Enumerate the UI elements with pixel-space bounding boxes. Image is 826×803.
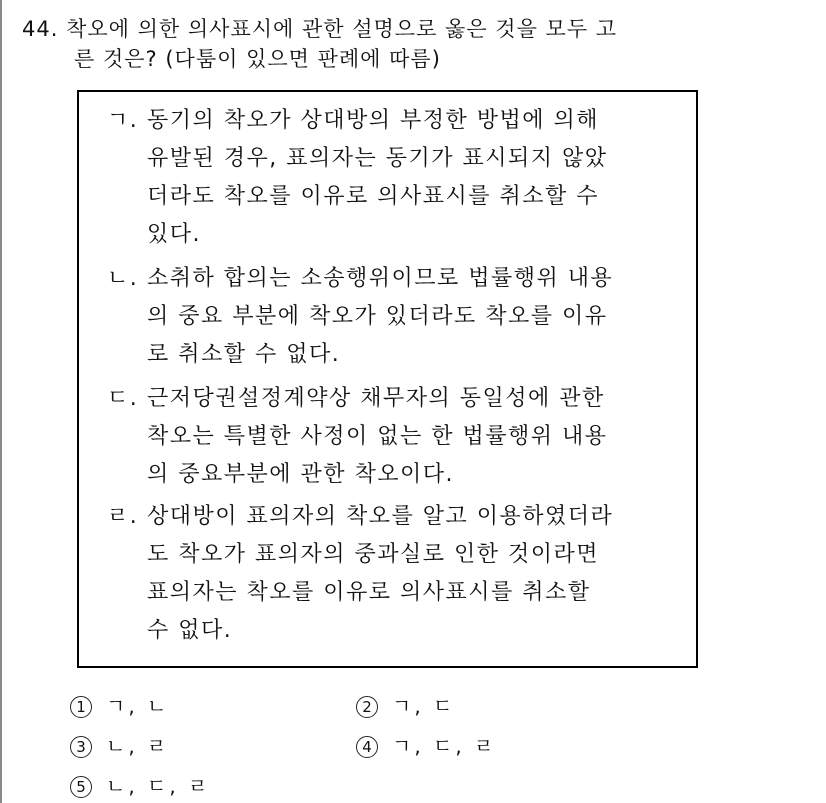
statement-marker: ㄱ. [107, 108, 139, 133]
circled-number: 4 [356, 736, 378, 758]
choice-3[interactable]: 3 ㄴ, ㄹ [70, 730, 169, 759]
circled-number: 1 [70, 696, 92, 718]
choice-4[interactable]: 4 ㄱ, ㄷ, ㄹ [356, 730, 496, 759]
choice-5[interactable]: 5 ㄴ, ㄷ, ㄹ [70, 770, 210, 799]
statement-d: ㄹ. 상대방이 표의자의 착오를 알고 이용하였더라 도 착오가 표의자의 중과실로 인한 것이라면 표의자는 착오를 이유로 의사표시를 취소할 수 없다. [107, 498, 687, 650]
circled-number: 5 [70, 776, 92, 798]
statement-a: ㄱ. 동기의 착오가 상대방의 부정한 방법에 의해 유발된 경우, 표의자는 동기가 표시되지 않았 더라도 착오를 이유로 의사표시를 취소할 수 있다. [107, 102, 687, 254]
statement-c: ㄷ. 근저당권설정계약상 채무자의 동일성에 관한 착오는 특별한 사정이 없는 한 법률행위 내용 의 중요부분에 관한 착오이다. [107, 380, 687, 494]
page-left-border [0, 0, 2, 803]
question-line-2: 른 것은? (다툼이 있으면 판례에 따름) [74, 47, 441, 71]
statement-marker: ㄷ. [107, 386, 139, 411]
circled-number: 2 [356, 696, 378, 718]
choice-1[interactable]: 1 ㄱ, ㄴ [70, 690, 169, 719]
question-number: 44. [22, 17, 59, 41]
statement-marker: ㄴ. [107, 266, 139, 291]
statement-b: ㄴ. 소취하 합의는 소송행위이므로 법률행위 내용 의 중요 부분에 착오가 있더라도 착오를 이유 로 취소할 수 없다. [107, 260, 687, 374]
statement-marker: ㄹ. [107, 504, 139, 529]
question-line-1: 44. 착오에 의한 의사표시에 관한 설명으로 옳은 것을 모두 고 [22, 17, 618, 41]
statements-box [77, 90, 698, 668]
choice-2[interactable]: 2 ㄱ, ㄷ [356, 690, 455, 719]
question-stem [22, 14, 762, 74]
circled-number: 3 [70, 736, 92, 758]
